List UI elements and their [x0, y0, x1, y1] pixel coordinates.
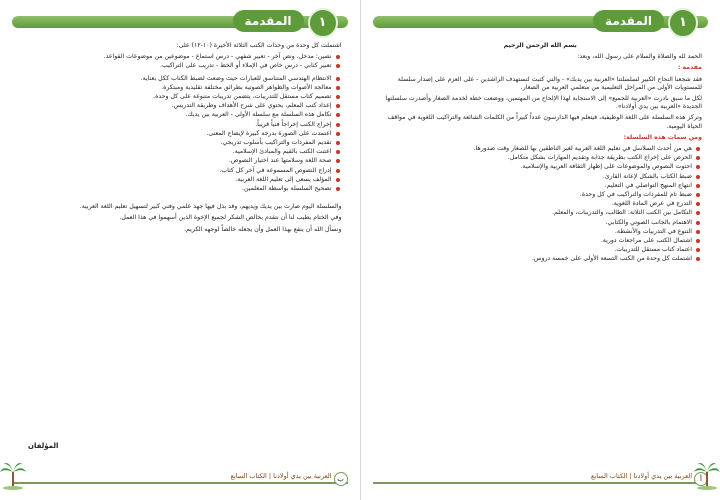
page-number: أ	[694, 472, 708, 486]
palm-tree-icon	[694, 460, 720, 490]
closing-paragraph: والسلسلة اليوم صارت بين يديك ويديهم، وقد بذل فيها جهد علمي وفني كبير لتسهيل تعليم اللغة العربية.	[79, 203, 342, 211]
list-item: اشتمال الكتب على مراجعات دورية.	[379, 237, 693, 245]
header-title: المقدمة	[233, 10, 304, 32]
subject-list	[18, 53, 342, 70]
features-heading: ومن سمات هذه السلسلة:	[623, 133, 702, 141]
list-item: المؤلف يسعى إلى تعليم اللغة العربية.	[18, 176, 332, 184]
features-list	[18, 75, 342, 194]
list-item: إخراج الكتب إخراجاً فنياً قريباً.	[18, 121, 332, 129]
right-page-footer	[373, 462, 709, 492]
intro-heading: مقدمة :	[677, 64, 702, 72]
list-item: احتوت النصوص والموضوعات على إظهار الثقافة العربية والإسلامية.	[379, 163, 693, 171]
list-item: ضبط تام للمفردات والتراكيب في كل وحدة.	[379, 191, 693, 199]
palm-tree-icon	[0, 460, 26, 490]
list-item: الانتظام الهندسي المتناسق للعبارات حيث وضعت لضبط الكتاب ككل بعناية.	[18, 75, 332, 83]
greeting: الحمد لله والصلاة والسلام على رسول الله، وبعد:	[577, 53, 702, 61]
footer-series: العربية بين يدي أولادنا	[273, 472, 332, 480]
footer-book: الكتاب السابع	[230, 472, 267, 480]
paragraph: فقد شجعنا النجاح الكبير لسلسلتنا «العربية بين يديك» - والتي كتبت لتستهدف الراشدين - على العزم على إصدار سلسلة للمستويات الأولى من المراحل التعليمية من متعلمي العربية من الصغار.	[397, 75, 702, 91]
closing-paragraph: وفي الختام يطيب لنا أن نتقدم بخالص الشكر لجميع الإخوة الذين أسهموا في هذا العمل.	[119, 214, 342, 222]
page-number: ب	[334, 472, 348, 486]
left-page-content	[18, 42, 342, 458]
chapter-number: ١	[308, 8, 338, 38]
list-item: تكامل هذه السلسلة مع سلسلة الأولى - العربية بين يديك.	[18, 111, 332, 119]
paragraph: لكل ما سبق بادرت «العربية للجميع» إلى الاستجابة لهذا الإلحاح من المهتمين، ووضعت خطة لخدمة الصغار وأصدرت سلسلتها الجديدة «العربية بين يدي أولادنا».	[385, 95, 702, 111]
paragraph: وتركز هذه السلسلة على اللغة الوظيفية، فيتعلم فيها الدارسون عدداً كبيراً من الكلمات الشائعة والتراكيب اللغوية في مواقف الحياة اليومية.	[387, 114, 702, 130]
list-item: الاهتمام بالجانب الصوتي والكتابي.	[379, 219, 693, 227]
left-page-header	[12, 10, 348, 32]
list-item: تصحيح السلسلة بواسطة المعلمين.	[18, 185, 332, 193]
right-page	[361, 0, 720, 500]
list-item: اعتنت الكتب بالقيم والمبادئ الإسلامية.	[18, 148, 332, 156]
list-item: الحرص على إخراج الكتب بطريقة جذابة وتقديم المهارات بشكل متكامل.	[379, 154, 693, 162]
closing-paragraph: ونسأل الله أن ينفع بهذا العمل وأن يجعله خالصاً لوجهه الكريم.	[184, 225, 342, 233]
chapter-number: ١	[668, 8, 698, 38]
list-item: تصميم كتاب مستقل للتدريبات، يتضمن تدريبات متنوعة على كل وحدة.	[18, 93, 332, 101]
footer-text: العربية بين يدي أولادنا | الكتاب السابع	[230, 472, 332, 480]
paragraph: اشتملت كل وحدة من وحدات الكتب الثلاثة الأخيرة (١٠-١٢) على:	[176, 42, 342, 49]
right-page-header	[373, 10, 709, 32]
list-item: التكامل بين الكتب الثلاثة: الطالب، والتدريبات، والمعلم.	[379, 209, 693, 217]
list-item: صحة اللغة وسلامتها عند اختيار النصوص.	[18, 157, 332, 165]
list-item: ضبط الكتاب بالشكل لإعانة القارئ.	[379, 173, 693, 181]
authors-signature: المؤلفان	[28, 442, 59, 450]
list-item: إدراج النصوص المسموعة في آخر كل كتاب.	[18, 167, 332, 175]
list-item: التنوع في التدريبات والأنشطة.	[379, 228, 693, 236]
footer-book: الكتاب السابع	[591, 472, 628, 480]
footer-text: العربية بين يدي أولادنا | الكتاب السابع	[591, 472, 692, 480]
basmala: بسم الله الرحمن الرحيم	[503, 42, 577, 49]
footer-series: العربية بين يدي أولادنا	[633, 472, 692, 480]
list-item: إعداد كتب المعلم، يحتوي على شرح الأهداف وطريقة التدريس.	[18, 102, 332, 110]
left-page-footer	[12, 462, 348, 492]
list-item: انتهاج المنهج التواصلي في التعليم.	[379, 182, 693, 190]
list-item: معالجة الأصوات والظواهر الصوتية بطرائق مختلفة تقليدية ومبتكرة.	[18, 84, 332, 92]
list-item: اشتملت كل وحدة من الكتب التسعة الأولى على خمسة دروس.	[379, 255, 693, 263]
list-item: اعتمدت على الصورة بدرجة كبيرة لإيضاح المعنى.	[18, 130, 332, 138]
footer-rule	[373, 482, 709, 484]
list-item: تقديم المفردات والتراكيب بأسلوب تدريجي.	[18, 139, 332, 147]
list-item: اعتماد كتاب مستقل للتدريبات.	[379, 246, 693, 254]
right-page-content	[379, 42, 703, 458]
footer-rule	[12, 482, 348, 484]
list-item: نصين: مدخل، ونص آخر - تعبير شفهي - درس استماع - موضوعين من موضوعات القواعد.	[18, 53, 332, 61]
list-item: تعبير كتابي - درس خاص في الإملاء أو الخط - تدريب على التراكيب.	[18, 62, 332, 70]
list-item: التدرج في عرض المادة اللغوية.	[379, 200, 693, 208]
header-title: المقدمة	[593, 10, 664, 32]
features-list	[379, 145, 703, 264]
list-item: هي من أحدث السلاسل في تعليم اللغة العربية لغير الناطقين بها للصغار وقت صدورها.	[379, 145, 693, 153]
